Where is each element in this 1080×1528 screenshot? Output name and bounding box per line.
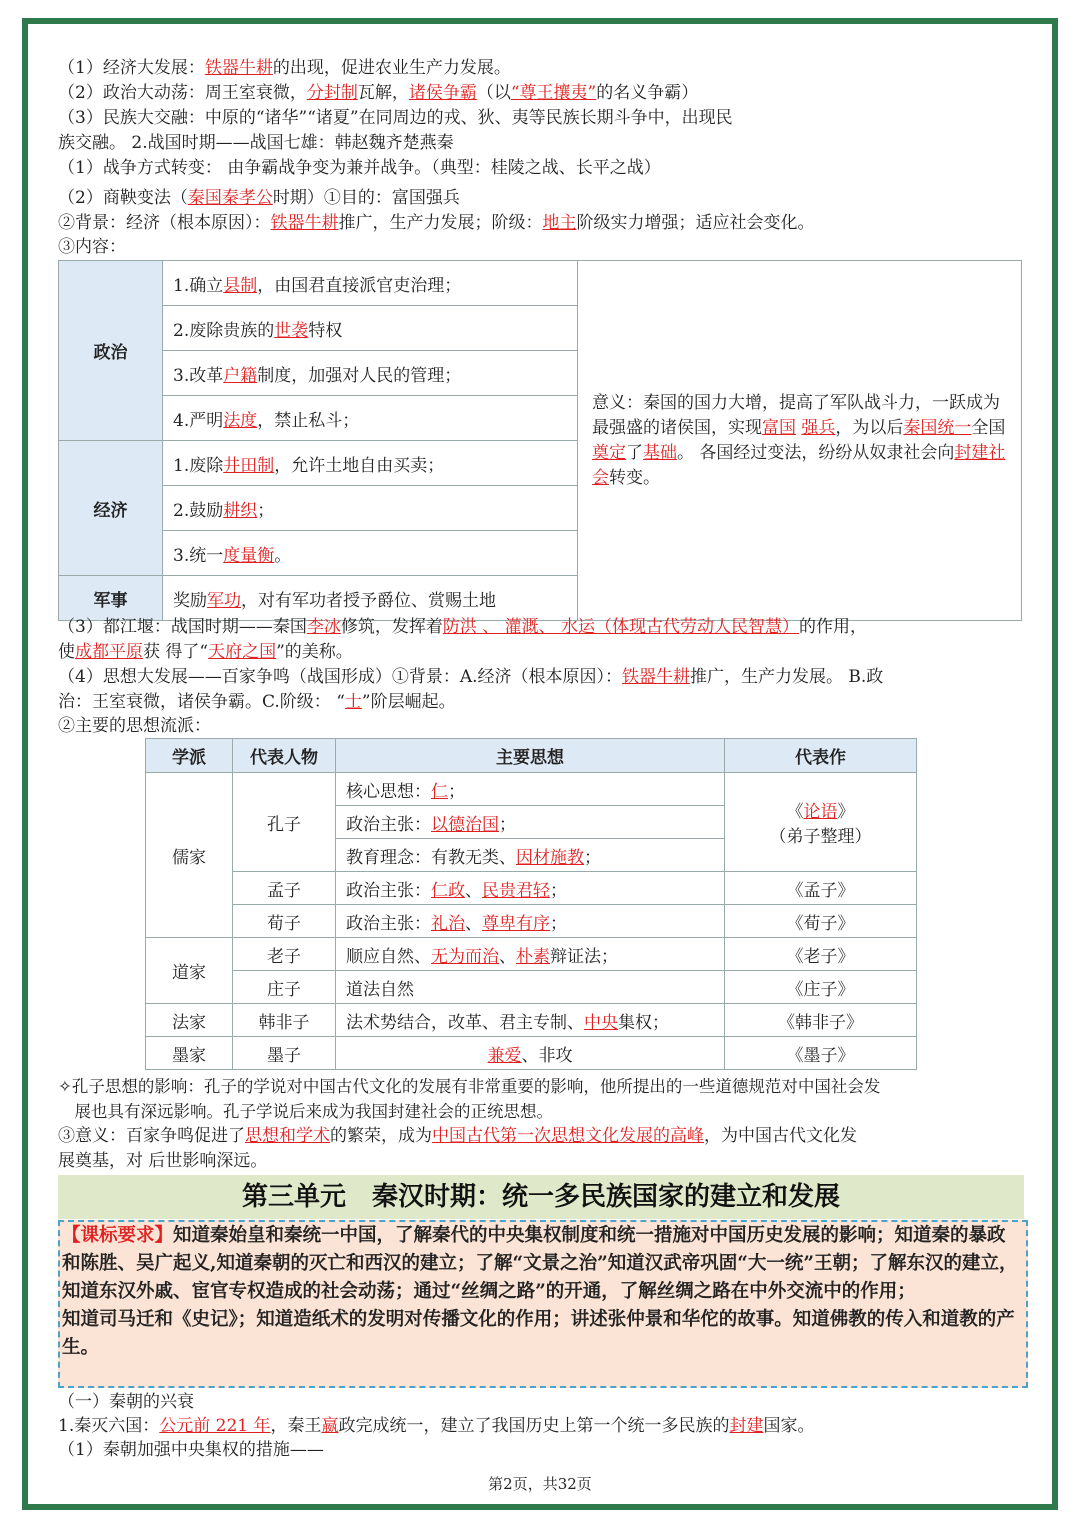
- text-segment: ，为中国古代文化发: [704, 1126, 857, 1146]
- text-segment: ②主要的思想流派：: [58, 716, 211, 736]
- idea-cell: [336, 839, 725, 872]
- header-school: 学派: [146, 739, 233, 773]
- text-segment: ”的美称。: [276, 642, 353, 662]
- text-line: [58, 1414, 815, 1439]
- highlighted-keyword: 兼爱: [487, 1045, 522, 1066]
- works-cell: 《庄子》: [725, 971, 917, 1004]
- works-cell: 《墨子》: [725, 1037, 917, 1070]
- works-kongzi: [725, 773, 917, 872]
- highlighted-keyword: 世袭: [274, 320, 309, 341]
- highlighted-keyword: “尊王攘夷”: [510, 83, 597, 103]
- text-segment: 制度，加强对人民的管理；: [257, 365, 462, 386]
- highlighted-keyword: 耕织: [223, 500, 258, 521]
- highlighted-keyword: 诸侯争霸: [408, 83, 477, 103]
- text-segment: 阶级实力增强；适应社会变化。: [576, 213, 815, 233]
- text-line: [58, 1149, 267, 1174]
- reform-item: [163, 351, 578, 396]
- text-segment: 政完成统一，建立了我国历史上第一个统一多民族的: [338, 1416, 730, 1436]
- text-line: [58, 156, 661, 181]
- requirement-text-2: 知道司马迁和《史记》；知道造纸术的发明对传播文化的作用；讲述张仲景和华佗的故事。知道佛教的传入和道教的产生。: [62, 1309, 1015, 1358]
- text-segment: 国家。: [763, 1416, 815, 1436]
- text-segment: 1.秦灭六国：: [58, 1416, 160, 1436]
- text-segment: 2.鼓励: [173, 500, 224, 521]
- highlighted-keyword: 仁: [431, 781, 448, 802]
- highlighted-keyword: 论语: [803, 802, 838, 822]
- reform-significance: [578, 261, 1022, 621]
- highlighted-keyword: 中国古代第一次思想文化发展的高峰: [432, 1126, 704, 1146]
- text-segment: ②背景：经济（根本原因）：: [58, 213, 271, 233]
- text-segment: 1.废除: [173, 455, 224, 476]
- text-segment: 。 各国经过变法，纷纷从奴隶社会向: [677, 442, 955, 463]
- text-segment: （4）思想大发展——百家争鸣（战国形成）①背景：A.经济（根本原因）：: [58, 667, 622, 687]
- text-segment: 1.确立: [173, 275, 224, 296]
- highlighted-keyword: 分封制: [306, 83, 358, 103]
- text-segment: ”阶层崛起。: [361, 692, 456, 712]
- text-segment: ；: [550, 880, 567, 901]
- text-segment: 推广，生产力发展；阶级：: [338, 213, 543, 233]
- text-line: [58, 56, 511, 81]
- works-title: [735, 797, 906, 822]
- text-segment: 政治主张：: [346, 814, 431, 835]
- text-segment: ；: [257, 500, 275, 521]
- idea-cell: [336, 806, 725, 839]
- works-cell: 《韩非子》: [725, 1004, 917, 1037]
- reform-item: [163, 306, 578, 351]
- text-line: [58, 1390, 194, 1415]
- text-line: [58, 235, 126, 260]
- text-segment: 获 得了“: [143, 642, 209, 662]
- text-segment: 4.严明: [173, 410, 224, 431]
- text-segment: 《: [786, 802, 804, 822]
- highlighted-keyword: 朴素: [516, 946, 550, 967]
- text-segment: （2）政治大动荡：周王室衰微，: [58, 83, 307, 103]
- figure-zhuangzi: 庄子: [233, 971, 336, 1004]
- highlighted-keyword: 无为而治: [431, 946, 499, 967]
- reform-item: [163, 531, 578, 576]
- highlighted-keyword: 民贵君轻: [482, 880, 550, 901]
- text-segment: ；: [448, 781, 465, 802]
- text-segment: 政治主张：: [346, 880, 431, 901]
- category-economy: 经济: [59, 441, 163, 576]
- school-taoist: 道家: [146, 938, 233, 1004]
- works-cell: 《荀子》: [725, 905, 917, 938]
- text-segment: ，禁止私斗；: [257, 410, 360, 431]
- text-segment: 意义：秦国的国力大增，提高了军队战斗力，一跃成为 最强盛的诸侯国，实现: [592, 392, 1000, 438]
- highlighted-keyword: 中央: [584, 1012, 618, 1033]
- text-line: [58, 1099, 553, 1124]
- text-segment: 辩证法；: [550, 946, 618, 967]
- text-segment: 、非攻: [521, 1045, 573, 1066]
- highlighted-keyword: 井田制: [223, 455, 275, 476]
- figure-mengzi: 孟子: [233, 872, 336, 905]
- works-cell: 《孟子》: [725, 872, 917, 905]
- highlighted-keyword: 法度: [223, 410, 258, 431]
- highlighted-keyword: 封建: [729, 1416, 764, 1436]
- text-segment: 的名义争霸）: [596, 83, 699, 103]
- requirement-tag: 【课标要求】: [62, 1225, 174, 1246]
- text-segment: （3）都江堰：战国时期——秦国: [58, 617, 307, 637]
- text-segment: 族交融。 2.战国时期——战国七雄：韩赵魏齐楚燕秦: [58, 133, 454, 153]
- text-line: [58, 211, 815, 236]
- text-segment: ；: [550, 913, 567, 934]
- highlighted-keyword: 铁器牛耕: [622, 667, 690, 687]
- text-line: [58, 640, 353, 665]
- text-line: [58, 1124, 857, 1149]
- header-figure: 代表人物: [233, 739, 336, 773]
- text-line: [58, 1074, 880, 1099]
- highlighted-keyword: 铁器牛耕: [204, 58, 273, 78]
- text-segment: 全国: [971, 417, 1006, 438]
- highlighted-keyword: 基础: [643, 442, 677, 463]
- highlighted-keyword: 度量衡: [223, 545, 275, 566]
- figure-hanfeizi: 韩非子: [233, 1004, 336, 1037]
- highlighted-keyword: 天府之国: [208, 642, 277, 662]
- text-segment: 政治主张：: [346, 913, 431, 934]
- text-line: [58, 714, 211, 739]
- text-segment: 展也具有深远影响。孔子学说后来成为我国封建社会的正统思想。: [58, 1102, 553, 1121]
- text-segment: 时期）①目的：富国强兵: [272, 188, 460, 208]
- school-confucian: 儒家: [146, 773, 233, 938]
- text-segment: ，允许土地自由买卖；: [274, 455, 445, 476]
- text-segment: 了: [626, 442, 643, 463]
- text-segment: 的作用，: [799, 617, 868, 637]
- highlighted-keyword: 公元前 221 年: [159, 1416, 271, 1436]
- works-note: （弟子整理）: [769, 827, 872, 847]
- text-segment: 、: [465, 913, 482, 934]
- text-segment: 顺应自然、: [346, 946, 431, 967]
- text-segment: （一）秦朝的兴衰: [58, 1392, 194, 1412]
- highlighted-keyword: 户籍: [223, 365, 258, 386]
- idea-cell: [336, 905, 725, 938]
- text-segment: 展奠基，对 后世影响深远。: [58, 1151, 268, 1171]
- figure-kongzi: 孔子: [233, 773, 336, 872]
- text-segment: （以: [476, 83, 511, 103]
- idea-cell: [336, 872, 725, 905]
- text-segment: 、: [465, 880, 482, 901]
- highlighted-keyword: 仁政: [431, 880, 465, 901]
- figure-xunzi: 荀子: [233, 905, 336, 938]
- text-segment: 》: [837, 802, 855, 822]
- text-segment: 、: [499, 946, 516, 967]
- text-segment: 的出现，促进农业生产力发展。: [272, 58, 511, 78]
- text-segment: ③内容：: [58, 237, 126, 257]
- text-segment: 使: [58, 642, 75, 662]
- text-line: [58, 81, 698, 106]
- school-legalist: 法家: [146, 1004, 233, 1037]
- header-ideas: 主要思想: [336, 739, 725, 773]
- highlighted-keyword: 秦国秦孝公: [187, 188, 273, 208]
- text-line: [58, 1438, 324, 1463]
- text-line: [58, 665, 883, 690]
- highlighted-keyword: 嬴: [321, 1416, 339, 1436]
- text-segment: （1）战争方式转变： 由争霸战争变为兼并战争。（典型：桂陵之战、长平之战）: [58, 158, 661, 178]
- text-segment: 特权: [308, 320, 343, 341]
- text-segment: ，为以后: [835, 417, 904, 438]
- text-segment: （1）经济大发展：: [58, 58, 205, 78]
- text-segment: 教育理念：有教无类、: [346, 847, 516, 868]
- reform-item: [163, 576, 578, 621]
- highlighted-keyword: 军功: [207, 590, 241, 611]
- schools-table: [145, 738, 917, 1070]
- text-segment: ③意义：百家争鸣促进了: [58, 1126, 245, 1146]
- requirement-text: 知道秦始皇和秦统一中国，了解秦代的中央集权制度和统一措施对中国历史发展的影响；知道秦的暴政和陈胜、吴广起义,知道秦朝的灭亡和西汉的建立；了解“文景之治”知道汉武帝巩固“大一统”王朝；了解东汉的建立，知道东汉外戚、宦官专权造成的社会动荡；通过“丝绸之路”的开通，了解丝绸之路在中外交流中的作用；: [62, 1225, 1018, 1302]
- text-segment: 道法自然: [346, 979, 414, 1000]
- reform-item: [163, 486, 578, 531]
- text-segment: 核心思想：: [346, 781, 431, 802]
- reform-item: [163, 396, 578, 441]
- reform-item: [163, 261, 578, 306]
- text-segment: 。: [274, 545, 292, 566]
- text-line: [58, 690, 456, 715]
- text-segment: ✧孔子思想的影响：孔子的学说对中国古代文化的发展有非常重要的影响，他所提出的一些道德规范对中国社会发: [58, 1077, 881, 1096]
- highlighted-keyword: 封建社会: [592, 442, 1006, 488]
- text-segment: （1）秦朝加强中央集权的措施——: [58, 1440, 324, 1460]
- text-segment: ；: [499, 814, 516, 835]
- text-segment: ，秦王: [270, 1416, 322, 1436]
- text-segment: 集权；: [618, 1012, 669, 1033]
- idea-cell: [336, 1004, 725, 1037]
- text-segment: 推广，生产力发展。 B.政: [690, 667, 884, 687]
- page-number: 第2页，共32页: [488, 1475, 592, 1493]
- reform-table: [58, 260, 1022, 621]
- text-segment: ；: [584, 847, 601, 868]
- works-cell: 《老子》: [725, 938, 917, 971]
- text-segment: 治：王室衰微，诸侯争霸。C.阶级： “: [58, 692, 345, 712]
- text-segment: 的繁荣，成为: [330, 1126, 432, 1146]
- text-segment: （2）商鞅变法（: [58, 188, 188, 208]
- highlighted-keyword: 铁器牛耕: [270, 213, 339, 233]
- text-segment: 2.废除贵族的: [173, 320, 275, 341]
- text-line: [58, 186, 460, 211]
- text-segment: 奖励: [173, 590, 207, 611]
- idea-cell: [336, 938, 725, 971]
- text-segment: 修筑，发挥着: [340, 617, 443, 637]
- highlighted-keyword: 强兵: [801, 417, 836, 438]
- text-segment: 3.改革: [173, 365, 224, 386]
- unit-title: 第三单元 秦汉时期：统一多民族国家的建立和发展: [58, 1175, 1024, 1219]
- highlighted-keyword: 富国: [762, 417, 796, 438]
- highlighted-keyword: 因材施教: [516, 847, 584, 868]
- highlighted-keyword: 思想和学术: [245, 1126, 330, 1146]
- text-line: [58, 131, 454, 156]
- highlighted-keyword: 防洪 、 灌溉、 水运（体现古代劳动人民智慧）: [442, 617, 800, 637]
- reform-item: [163, 441, 578, 486]
- text-segment: ，对有军功者授予爵位、赏赐土地: [241, 590, 496, 611]
- text-segment: 转变。: [609, 467, 660, 488]
- idea-cell: [336, 971, 725, 1004]
- school-mohist: 墨家: [146, 1037, 233, 1070]
- text-line: [58, 615, 867, 640]
- highlighted-keyword: 成都平原: [75, 642, 143, 662]
- curriculum-requirement-box: [58, 1220, 1028, 1388]
- idea-cell: [336, 773, 725, 806]
- text-segment: 3.统一: [173, 545, 224, 566]
- highlighted-keyword: 县制: [223, 275, 258, 296]
- text-line: [58, 106, 733, 131]
- header-works: 代表作: [725, 739, 917, 773]
- figure-mozi: 墨子: [233, 1037, 336, 1070]
- text-segment: 法术势结合，改革、君主专制、: [346, 1012, 584, 1033]
- figure-laozi: 老子: [233, 938, 336, 971]
- text-segment: （3）民族大交融：中原的“诸华”“诸夏”在同周边的戎、狄、夷等民族长期斗争中，出现民: [58, 108, 733, 128]
- highlighted-keyword: 奠定: [592, 442, 626, 463]
- highlighted-keyword: 礼治: [431, 913, 465, 934]
- highlighted-keyword: 地主: [542, 213, 577, 233]
- highlighted-keyword: 士: [344, 692, 362, 712]
- category-military: 军事: [59, 576, 163, 621]
- highlighted-keyword: 尊卑有序: [482, 913, 550, 934]
- highlighted-keyword: 以德治国: [431, 814, 499, 835]
- text-segment: 瓦解，: [357, 83, 409, 103]
- category-politics: 政治: [59, 261, 163, 441]
- highlighted-keyword: 李冰: [306, 617, 341, 637]
- idea-cell: [336, 1037, 725, 1070]
- text-segment: ，由国君直接派官吏治理；: [257, 275, 462, 296]
- highlighted-keyword: 秦国统一: [903, 417, 972, 438]
